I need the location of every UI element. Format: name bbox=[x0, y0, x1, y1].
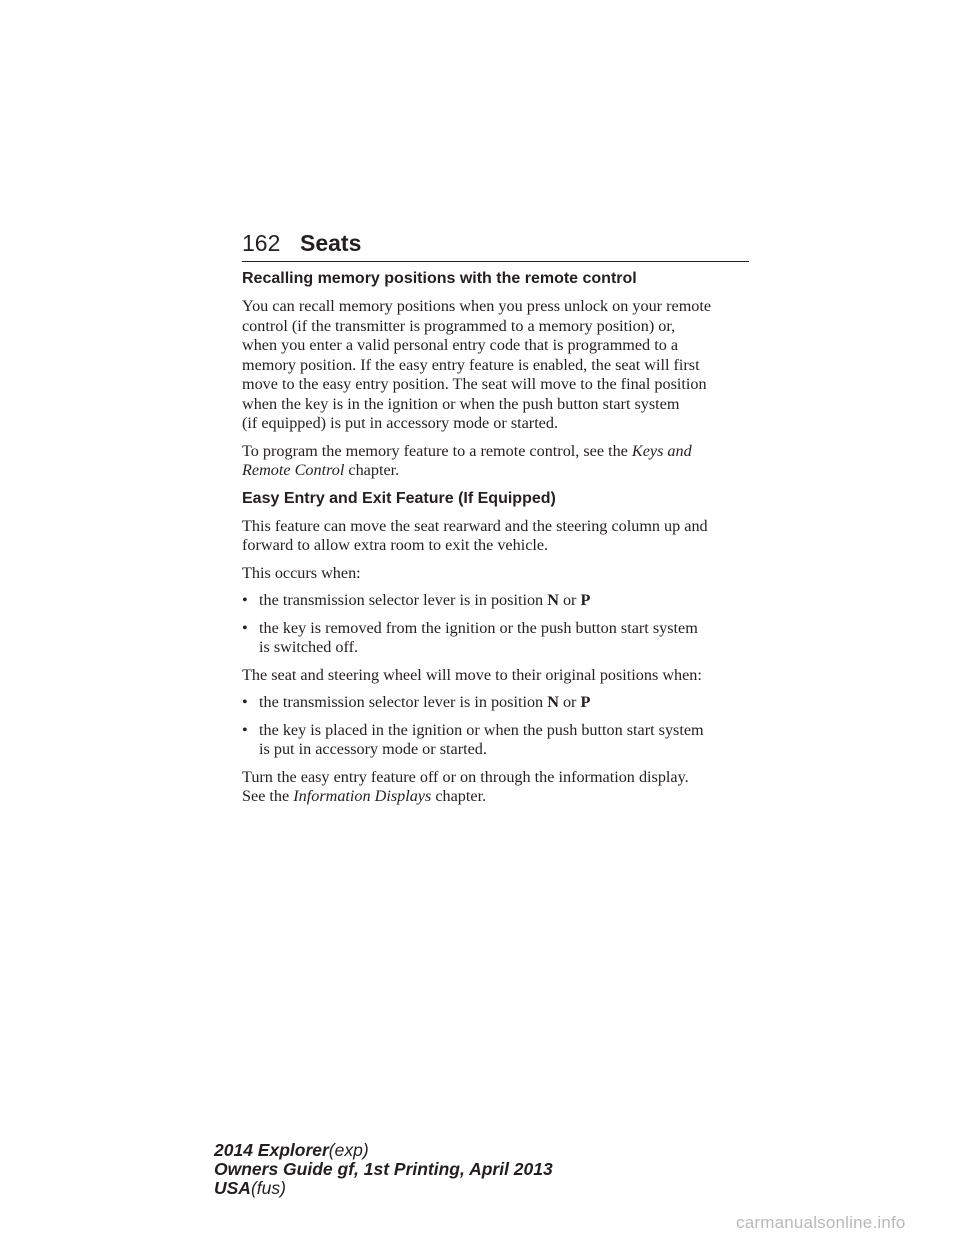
footer-market-code: (fus) bbox=[250, 1178, 286, 1198]
list-item bbox=[242, 721, 752, 760]
page-number: 162 bbox=[242, 230, 281, 256]
text-line: move to the easy entry position. The seat will move to the final position bbox=[242, 375, 707, 393]
heading-easy-entry: Easy Entry and Exit Feature (If Equipped) bbox=[242, 489, 556, 507]
gear-position-p: P bbox=[580, 693, 591, 711]
chapter-reference-remote: Remote Control bbox=[242, 461, 345, 479]
paragraph-recall-memory bbox=[242, 297, 752, 434]
text-run: or bbox=[562, 591, 577, 609]
bullet-icon: • bbox=[242, 720, 248, 739]
bullet-list-exit-conditions bbox=[242, 591, 752, 658]
list-item bbox=[242, 693, 752, 713]
chapter-reference-information-displays: Information Displays bbox=[293, 787, 432, 805]
text-line: You can recall memory positions when you press unlock on your remote bbox=[242, 297, 712, 315]
paragraph-occurs-when: This occurs when: bbox=[242, 563, 361, 582]
paragraph-return-positions: The seat and steering wheel will move to their original positions when: bbox=[242, 665, 702, 684]
text-line: (if equipped) is put in accessory mode or started. bbox=[242, 414, 559, 432]
text-run: the transmission selector lever is in position bbox=[259, 693, 544, 711]
list-item bbox=[242, 619, 752, 658]
text-run: chapter. bbox=[435, 787, 487, 805]
page-content bbox=[242, 269, 752, 815]
section-title: Seats bbox=[300, 230, 362, 256]
bullet-icon: • bbox=[242, 693, 248, 711]
text-line: Turn the easy entry feature off or on through the information display. bbox=[242, 767, 689, 786]
text-run: or bbox=[562, 693, 577, 711]
bullet-icon: • bbox=[242, 591, 248, 609]
text-line: the key is placed in the ignition or when the push button start system bbox=[259, 720, 704, 739]
bullet-list-return-conditions bbox=[242, 693, 752, 760]
chapter-reference-keys: Keys and bbox=[631, 441, 692, 460]
gear-position-n: N bbox=[547, 693, 559, 711]
text-line: This feature can move the seat rearward and the steering column up and bbox=[242, 516, 708, 535]
bullet-icon: • bbox=[242, 618, 248, 637]
text-line: the key is removed from the ignition or the push button start system bbox=[259, 618, 698, 637]
text-line: when the key is in the ignition or when the push button start system bbox=[242, 394, 680, 413]
footer-model: 2014 Explorer bbox=[214, 1140, 329, 1160]
footer-model-code: (exp) bbox=[328, 1140, 369, 1160]
text-line: when you enter a valid personal entry code that is programmed to a bbox=[242, 336, 679, 354]
text-run: To program the memory feature to a remote control, see the bbox=[242, 441, 628, 460]
text-run: chapter. bbox=[348, 461, 400, 479]
text-line: is switched off. bbox=[259, 638, 359, 656]
paragraph-turn-off-feature bbox=[242, 768, 752, 807]
text-line bbox=[242, 787, 752, 807]
paragraph-easy-entry-intro bbox=[242, 517, 752, 556]
gear-position-p: P bbox=[580, 591, 591, 609]
paragraph-program-memory bbox=[242, 442, 752, 481]
text-run: See the bbox=[242, 787, 290, 805]
text-line bbox=[242, 461, 752, 481]
list-item bbox=[242, 591, 752, 611]
watermark: carmanualsonline.info bbox=[736, 1213, 906, 1232]
gear-position-n: N bbox=[547, 591, 559, 609]
text-line: control (if the transmitter is programmed to a memory position) or, bbox=[242, 316, 676, 335]
page-header bbox=[242, 229, 749, 262]
footer-market: USA bbox=[214, 1178, 251, 1198]
page-footer bbox=[214, 1141, 553, 1198]
text-line bbox=[242, 442, 752, 462]
heading-recalling-memory: Recalling memory positions with the remote control bbox=[242, 270, 637, 287]
footer-line bbox=[214, 1179, 553, 1198]
footer-printing: Owners Guide gf, 1st Printing, April 2013 bbox=[214, 1159, 553, 1179]
text-line: forward to allow extra room to exit the vehicle. bbox=[242, 536, 549, 554]
footer-line bbox=[214, 1141, 553, 1160]
text-run: the transmission selector lever is in position bbox=[259, 591, 544, 609]
text-line: is put in accessory mode or started. bbox=[259, 740, 487, 758]
text-line: memory position. If the easy entry feature is enabled, the seat will first bbox=[242, 355, 700, 374]
footer-line bbox=[214, 1160, 553, 1179]
